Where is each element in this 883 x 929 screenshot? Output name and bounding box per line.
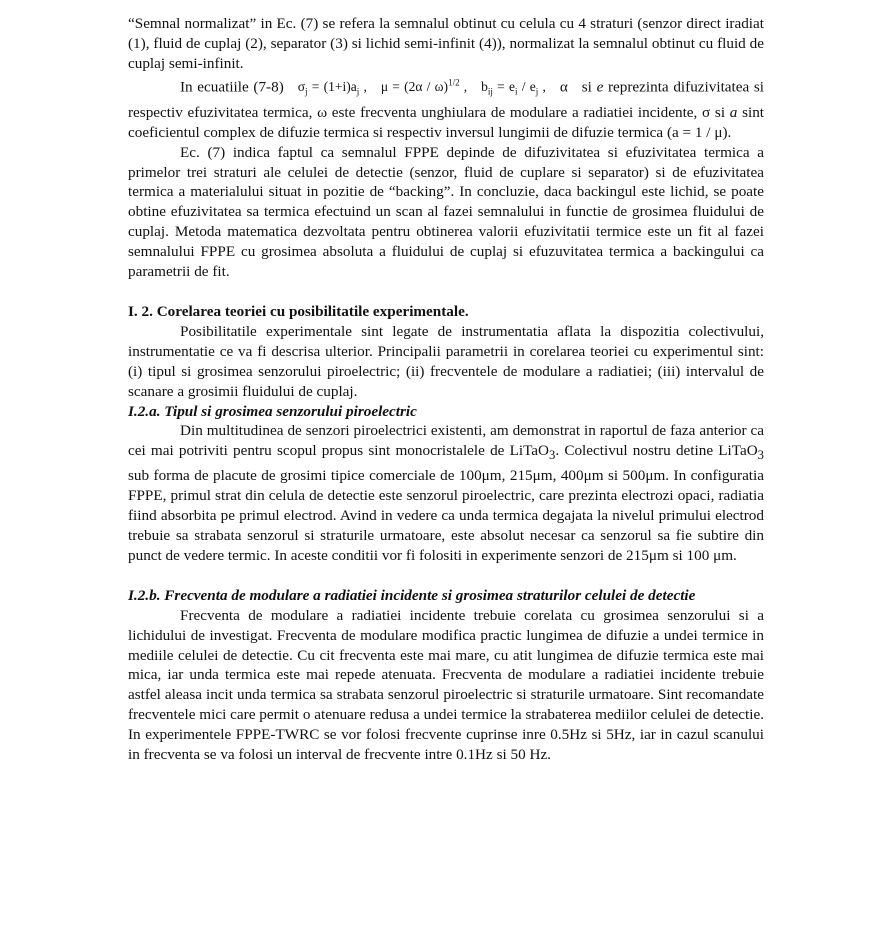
paragraph-fppe-signal: Ec. (7) indica faptul ca semnalul FPPE depinde de difuzivitatea si efuzivitatea termica a primelor trei straturi ale celulei de detectie (senzor, fluid de cuplare si separator) si de efuzivitatea termica a materialului situat in pozitie de “backing”. In concluzie, daca backingul este lichid, se poate obtine efuzivitatea sa termica efectuind un scan al fazei semnalului in functie de grosimea fluidului de cuplaj. Metoda matematica dezvoltata pentru obtinerea valorii efuzivitatii termice este un fit al fazei semnalului FPPE cu grosimea absoluta a fluidului de cuplaj si efuzuvitatea termica a backingului ca parametrii de fit. [128,143,764,281]
section-heading-i2: I. 2. Corelarea teoriei cu posibilitatile experimentale. [128,302,469,320]
document-page [128,14,764,765]
paragraph-frequency: Frecventa de modulare a radiatiei incidente trebuie corelata cu grosimea senzorului si a lichidului de investigat. Frecventa de modulare modifica practic lungimea de difuzie a undei termice in mediile celulei de detectie. Cu cit frecventa este mai mare, cu atit lungimea de difuzie termica este mai mica, iar unda termica este mai repede atenuata. Frecventa de modulare a radiatiei incidente trebuie astfel aleasa incit unda termica sa strabata senzorul piroelectric si straturile urmatoare. Sint recomandate frecventele mici care permit o atenuare redusa a undei termice la strabaterea mediilor celulei de detectie. In experimentele FPPE-TWRC se vor folosi frecvente cuprinse inre 0.5Hz si 5Hz, iar in cazul scanului in frecventa se va folosi un interval de frecvente intre 0.1Hz si 50 Hz. [128,606,764,764]
paragraph-normalized-signal: “Semnal normalizat” in Ec. (7) se refera la semnalul obtinut cu celula cu 4 straturi (senzor direct iradiat (1), fluid de cuplaj (2), separator (3) si lichid semi-infinit (4)), normalizat la semnalul obtinut cu fluid de cuplaj semi-infinit. [128,15,764,72]
equation-lead: In ecuatiile (7-8) [180,78,284,96]
subsection-heading-i2a: I.2.a. Tipul si grosimea senzorului piroelectric [128,402,417,420]
symbol-e: e [596,78,604,96]
equation-mu: μ = (2α / ω)$^{1/2}$ , [380,77,468,95]
paragraph-sensor: Din multitudinea de senzori piroelectrici existenti, am demonstrat in raportul de faza anterior ca cei mai potriviti pentru scopul propus sint monocristalele de LiTaO$_3$. Colectivul nostru detine LiTaO$_3$ sub forma de placute de grosimi tipice comerciale de 100μm, 215μm, 400μm si 500μm. In configuratia FPPE, primul strat din celula de detectie este senzorul piroelectric, care prezinta electrozi opaci, radiatia fiind absorbita pe primul electrod. Avind in vedere ca unda termica degajata la nivelul primului electrod trebuie sa strabata senzorul si straturile urmatoare, este absolut necesar ca senzorul sa fie subtire din punct de vedere termic. In aceste conditii vor fi folositi in experimente senzori de 215μm si 100 μm. [128,422,764,564]
symbol-a: a [729,103,738,121]
definitions-end: sint coeficientul complex de difuzie termica si respectiv inversul lungimii de difuzie termica (a = 1 / μ). [128,103,765,141]
paragraph-experimental: Posibilitatile experimentale sint legate de instrumentatia aflata la dispozitia colectivului, instrumentatie ce va fi descrisa ulterior. Principalii parametrii in corelarea teoriei cu experimentul sint: (i) tipul si grosimea senzorului piroelectric; (ii) frecventele de modulare a radiatiei; (iii) intervalul de scanare a grosimii fluidului de cuplaj. [128,322,764,400]
paragraph-equation-definitions [128,74,764,143]
word-si: si [581,78,592,96]
spacer [128,282,764,302]
subsection-heading-i2b: I.2.b. Frecventa de modulare a radiatiei incidente si grosimea straturilor celulei de detectie [128,586,696,604]
spacer [128,566,764,586]
equation-sigma: $\sigma_j = (1+i)a_j$ , [297,79,367,97]
symbol-alpha: α [559,78,568,96]
equation-b: $b_{ij} = e_i / e_j$ , [481,79,546,97]
definitions-text: reprezinta difuzivitatea si respectiv efuzivitatea termica, ω este frecventa unghiulara de modulare a radiatiei incidente, σ si [128,78,765,121]
